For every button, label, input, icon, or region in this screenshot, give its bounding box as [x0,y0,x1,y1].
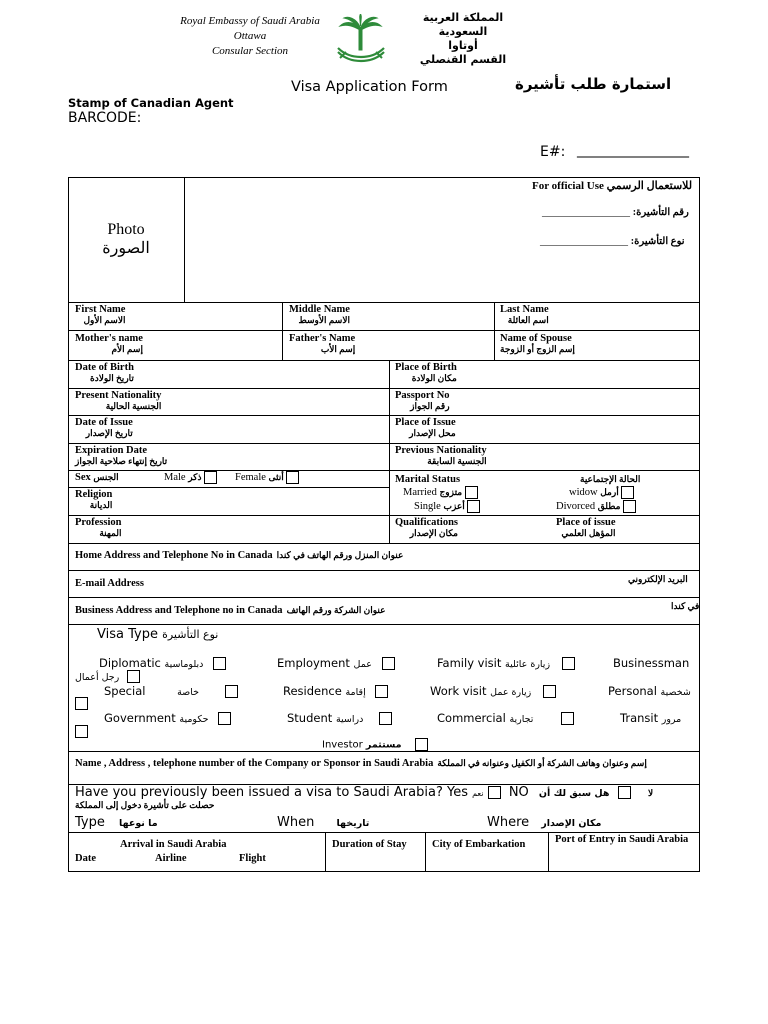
visa-student[interactable] [287,711,392,725]
previous-visa-question [75,785,631,800]
stamp-label: Stamp of Canadian Agent [68,96,234,110]
business-address-label: Business Address and Telephone no in Canada [75,605,283,616]
family-checkbox[interactable] [562,657,575,670]
spouse-name-cell[interactable] [500,333,575,355]
expiry-ar: تاريخ إنتهاء صلاحية الجواز [75,456,168,466]
spouse-name-ar: إسم الزوج أو الزوجة [500,344,575,354]
embassy-ar-line-3: القسم القنصلي [419,53,507,66]
work-checkbox[interactable] [543,685,556,698]
mother-name-label: Mother's name [75,333,143,344]
visa-employment[interactable] [277,656,395,670]
arrival-title: Arrival in Saudi Arabia [120,839,227,850]
doi-cell[interactable] [75,417,133,439]
passport-ar: رقم الجواز [410,401,450,411]
visa-number-blank[interactable]: ________________ [542,206,630,218]
single-ar: أعزب [443,500,465,511]
poi-ar: محل الإصدار [409,428,456,438]
email-label: E-mail Address [75,578,144,589]
photo-area[interactable] [68,220,184,258]
visa-residence-label: Residence [283,684,342,698]
widow-checkbox[interactable] [621,486,634,499]
visa-diplomatic-ar: دبلوماسية [164,659,204,670]
embassy-name-ar [398,11,528,67]
dob-label: Date of Birth [75,362,134,373]
student-checkbox[interactable] [379,712,392,725]
father-name-cell[interactable] [289,333,355,355]
home-address-ar: عنوان المنزل ورقم الهاتف في كندا [276,550,404,560]
visa-residence-ar: إقامة [345,687,366,698]
commercial-checkbox[interactable] [561,712,574,725]
form-title-ar: استمارة طلب تأشيرة [515,75,672,93]
visa-transit[interactable] [620,711,681,725]
visa-personal-label: Personal [608,684,657,698]
visa-type-title-ar: نوع التأشيرة [162,628,219,641]
pob-ar: مكان الولادة [411,373,457,383]
residence-checkbox[interactable] [375,685,388,698]
visa-transit-label: Transit [620,711,659,725]
arrival-flight-label[interactable]: Flight [239,853,266,864]
spouse-name-label: Name of Spouse [500,333,572,344]
employment-checkbox[interactable] [382,657,395,670]
visa-government-label: Government [104,711,176,725]
visa-special-ar: خاصة [177,687,200,698]
passport-cell[interactable] [395,390,450,412]
visa-student-label: Student [287,711,333,725]
visa-type-title [97,627,218,642]
marital-status-cell [395,474,460,485]
doi-label: Date of Issue [75,417,133,428]
visa-investor-ar: مستثمر [365,739,402,751]
prev-visa-when[interactable] [277,815,369,830]
nationality-label: Present Nationality [75,390,162,401]
sponsor-cell[interactable] [75,753,697,771]
prev-visa-where-label: Where [487,815,530,830]
visa-number-row [542,206,689,218]
last-name-label: Last Name [500,304,549,315]
female-label: Female [235,471,266,483]
saudi-emblem-icon [332,14,390,66]
business-address-ar2: في كندا [671,601,700,611]
previous-visa-ar-q2: حصلت على تأشيرة دخول إلى المملكة [75,800,215,810]
divorced-label: Divorced [556,500,596,512]
photo-label-ar: الصورة [102,240,150,257]
no-ar: لا [648,788,654,798]
poi-label: Place of Issue [395,417,456,428]
last-name-ar: اسم العائلة [507,315,549,325]
embassy-line-1: Royal Embassy of Saudi Arabia [180,15,320,27]
official-use-title [532,179,692,192]
visa-commercial-label: Commercial [437,711,506,725]
religion-cell[interactable] [75,489,112,511]
place-of-issue-label: Place of issue [556,517,616,528]
father-name-ar: إسم الأب [320,344,356,354]
port-of-entry-label[interactable]: Port of Entry in Saudi Arabia [555,834,689,845]
government-checkbox[interactable] [218,712,231,725]
visa-special-label: Special [104,684,146,698]
prev-visa-where[interactable] [487,815,601,830]
qualifications-label: Qualifications [395,517,459,528]
visa-investor[interactable] [322,738,428,751]
sponsor-ar: إسم وعنوان وهاتف الشركة أو الكفيل وعنوانه في المملكة [437,758,647,768]
visa-commercial-ar: تجارية [509,714,534,725]
profession-cell[interactable] [75,517,121,539]
religion-label: Religion [75,489,113,500]
visa-businessman-row2[interactable] [75,669,140,683]
sex-row [75,472,119,483]
prev-nationality-cell[interactable] [395,445,487,467]
prev-nationality-ar: الجنسية السابقة [427,456,487,466]
e-number-label: E#: [540,144,566,160]
business-address-cell[interactable] [75,600,385,618]
duration-of-stay-label[interactable]: Duration of Stay [332,839,407,850]
visa-employment-ar: عمل [353,659,372,670]
visa-residence[interactable] [283,684,388,698]
visa-government[interactable] [104,711,231,725]
divorced-checkbox[interactable] [623,500,636,513]
middle-name-ar: الاسم الأوسط [298,315,350,325]
qualifications-ar: مكان الإصدار [409,528,459,538]
email-cell[interactable] [75,573,144,591]
expiry-label: Expiration Date [75,445,148,456]
passport-label: Passport No [395,390,450,401]
arrival-date-label[interactable]: Date [75,853,96,864]
prev-visa-type-ar: ما نوعها [119,818,158,829]
email-ar: البريد الإلكتروني [628,574,688,584]
visa-personal-ar: شخصية [660,687,691,698]
first-name-label: First Name [75,304,126,315]
prev-nationality-label: Previous Nationality [395,445,487,456]
single-checkbox[interactable] [467,500,480,513]
last-name-cell[interactable] [500,304,549,326]
form-title-en: Visa Application Form [291,79,448,95]
prev-visa-type[interactable] [75,815,158,830]
sex-ar: الجنس [93,472,119,482]
yes-checkbox[interactable] [488,786,501,799]
poi-cell[interactable] [395,417,456,439]
sponsor-label: Name , Address , telephone number of the Company or Sponsor in Saudi Arabia [75,758,434,769]
previous-visa-ar-q1: هل سبق لك أن [538,788,610,799]
mother-name-cell[interactable] [75,333,143,355]
qualifications-cell[interactable] [395,517,458,539]
businessman-checkbox[interactable] [127,670,140,683]
pob-label: Place of Birth [395,362,457,373]
visa-work-ar: زيارة عمل [490,687,532,698]
single-option[interactable] [414,500,480,513]
embassy-ar-line-1: المملكة العربية السعودية [422,11,504,38]
male-option[interactable] [164,471,217,484]
male-ar: ذكر [188,471,202,482]
visa-family-label: Family visit [437,656,502,670]
arrival-airline-label[interactable]: Airline [155,853,187,864]
mother-name-ar: إسم الأم [111,344,143,354]
divorced-option[interactable] [556,500,636,513]
female-ar: أنثى [268,471,284,482]
embassy-name-en [165,14,335,59]
home-address-cell[interactable] [75,545,403,563]
visa-family-ar: زيارة عائلية [505,659,551,670]
male-checkbox[interactable] [204,471,217,484]
female-option[interactable] [235,471,299,484]
place-of-issue-cell[interactable] [556,517,616,539]
male-label: Male [164,471,186,483]
visa-family[interactable] [437,656,575,670]
female-checkbox[interactable] [286,471,299,484]
divorced-ar: مطلق [597,500,621,511]
visa-investor-label: Investor [322,739,363,751]
prev-visa-where-ar: مكان الإصدار [541,818,602,829]
place-of-issue-ar: المؤهل العلمي [561,528,616,538]
dob-cell[interactable] [75,362,134,384]
visa-work[interactable] [430,684,556,698]
visa-businessman-ar: رجل أعمال [75,672,120,683]
no-checkbox[interactable] [618,786,631,799]
prev-visa-type-label: Type [75,815,105,830]
visa-type-blank[interactable]: ________________ [540,235,628,247]
visa-diplomatic[interactable] [99,656,226,670]
married-label: Married [403,486,437,498]
embassy-line-2: Ottawa [233,30,267,42]
official-use-ar: للاستعمال الرسمي [606,180,693,192]
visa-commercial[interactable] [437,711,574,725]
yes-ar: نعم [472,789,484,798]
barcode-label: BARCODE: [68,110,142,126]
no-label: NO [508,785,529,800]
visa-government-ar: حكومية [179,714,209,725]
home-address-label: Home Address and Telephone No in Canada [75,550,273,561]
middle-name-cell[interactable] [289,304,350,326]
visa-type-title-en: Visa Type [97,627,158,642]
sex-label: Sex [75,472,91,483]
visa-employment-label: Employment [277,656,350,670]
visa-businessman-label[interactable]: Businessman [613,656,690,670]
visa-student-ar: دراسية [335,714,364,725]
business-address-ar: عنوان الشركة ورقم الهاتف [286,605,386,615]
official-use-en: For official Use [532,180,604,192]
visa-work-label: Work visit [430,684,487,698]
prev-visa-when-label: When [277,815,315,830]
doi-ar: تاريخ الإصدار [85,428,133,438]
prev-visa-when-ar: تاريخها [336,818,370,829]
married-checkbox[interactable] [465,486,478,499]
transit-checkbox[interactable] [75,725,88,738]
photo-label: Photo [107,221,145,238]
visa-diplomatic-label: Diplomatic [99,656,161,670]
profession-ar: المهنة [99,528,122,538]
single-label: Single [414,500,441,512]
married-ar: متزوج [439,486,463,497]
visa-type-row [540,235,685,247]
first-name-ar: الاسم الأول [83,315,126,325]
pob-cell[interactable] [395,362,457,384]
visa-personal[interactable] [608,684,691,698]
father-name-label: Father's Name [289,333,356,344]
nationality-cell[interactable] [75,390,161,412]
nationality-ar: الجنسية الحالية [105,401,162,411]
dob-ar: تاريخ الولادة [90,373,134,383]
expiry-cell[interactable] [75,445,167,467]
profession-label: Profession [75,517,122,528]
visa-type-ar: نوع التأشيرة: [630,236,685,247]
city-of-embarkation-label[interactable]: City of Embarkation [432,839,526,850]
middle-name-label: Middle Name [289,304,350,315]
widow-ar: أرمل [600,486,619,497]
diplomatic-checkbox[interactable] [213,657,226,670]
widow-option[interactable] [569,486,634,499]
visa-special[interactable] [104,684,238,698]
e-number-field[interactable]: ________________ [577,142,689,158]
marital-status-ar: الحالة الإجتماعية [580,474,641,484]
visa-transit-ar: مرور [661,714,682,725]
religion-ar: الديانة [89,500,113,510]
previous-visa-question-text: Have you previously been issued a visa to Saudi Arabia? Yes [75,785,468,800]
personal-checkbox[interactable] [75,697,88,710]
embassy-ar-line-2: أوتاوا [448,39,478,52]
first-name-cell[interactable] [75,304,125,326]
marital-status-label: Marital Status [395,474,461,485]
widow-label: widow [569,486,598,498]
special-checkbox[interactable] [225,685,238,698]
investor-checkbox[interactable] [415,738,428,751]
visa-number-ar: رقم التأشيرة: [632,207,689,218]
embassy-line-3: Consular Section [211,45,289,57]
married-option[interactable] [403,486,478,499]
